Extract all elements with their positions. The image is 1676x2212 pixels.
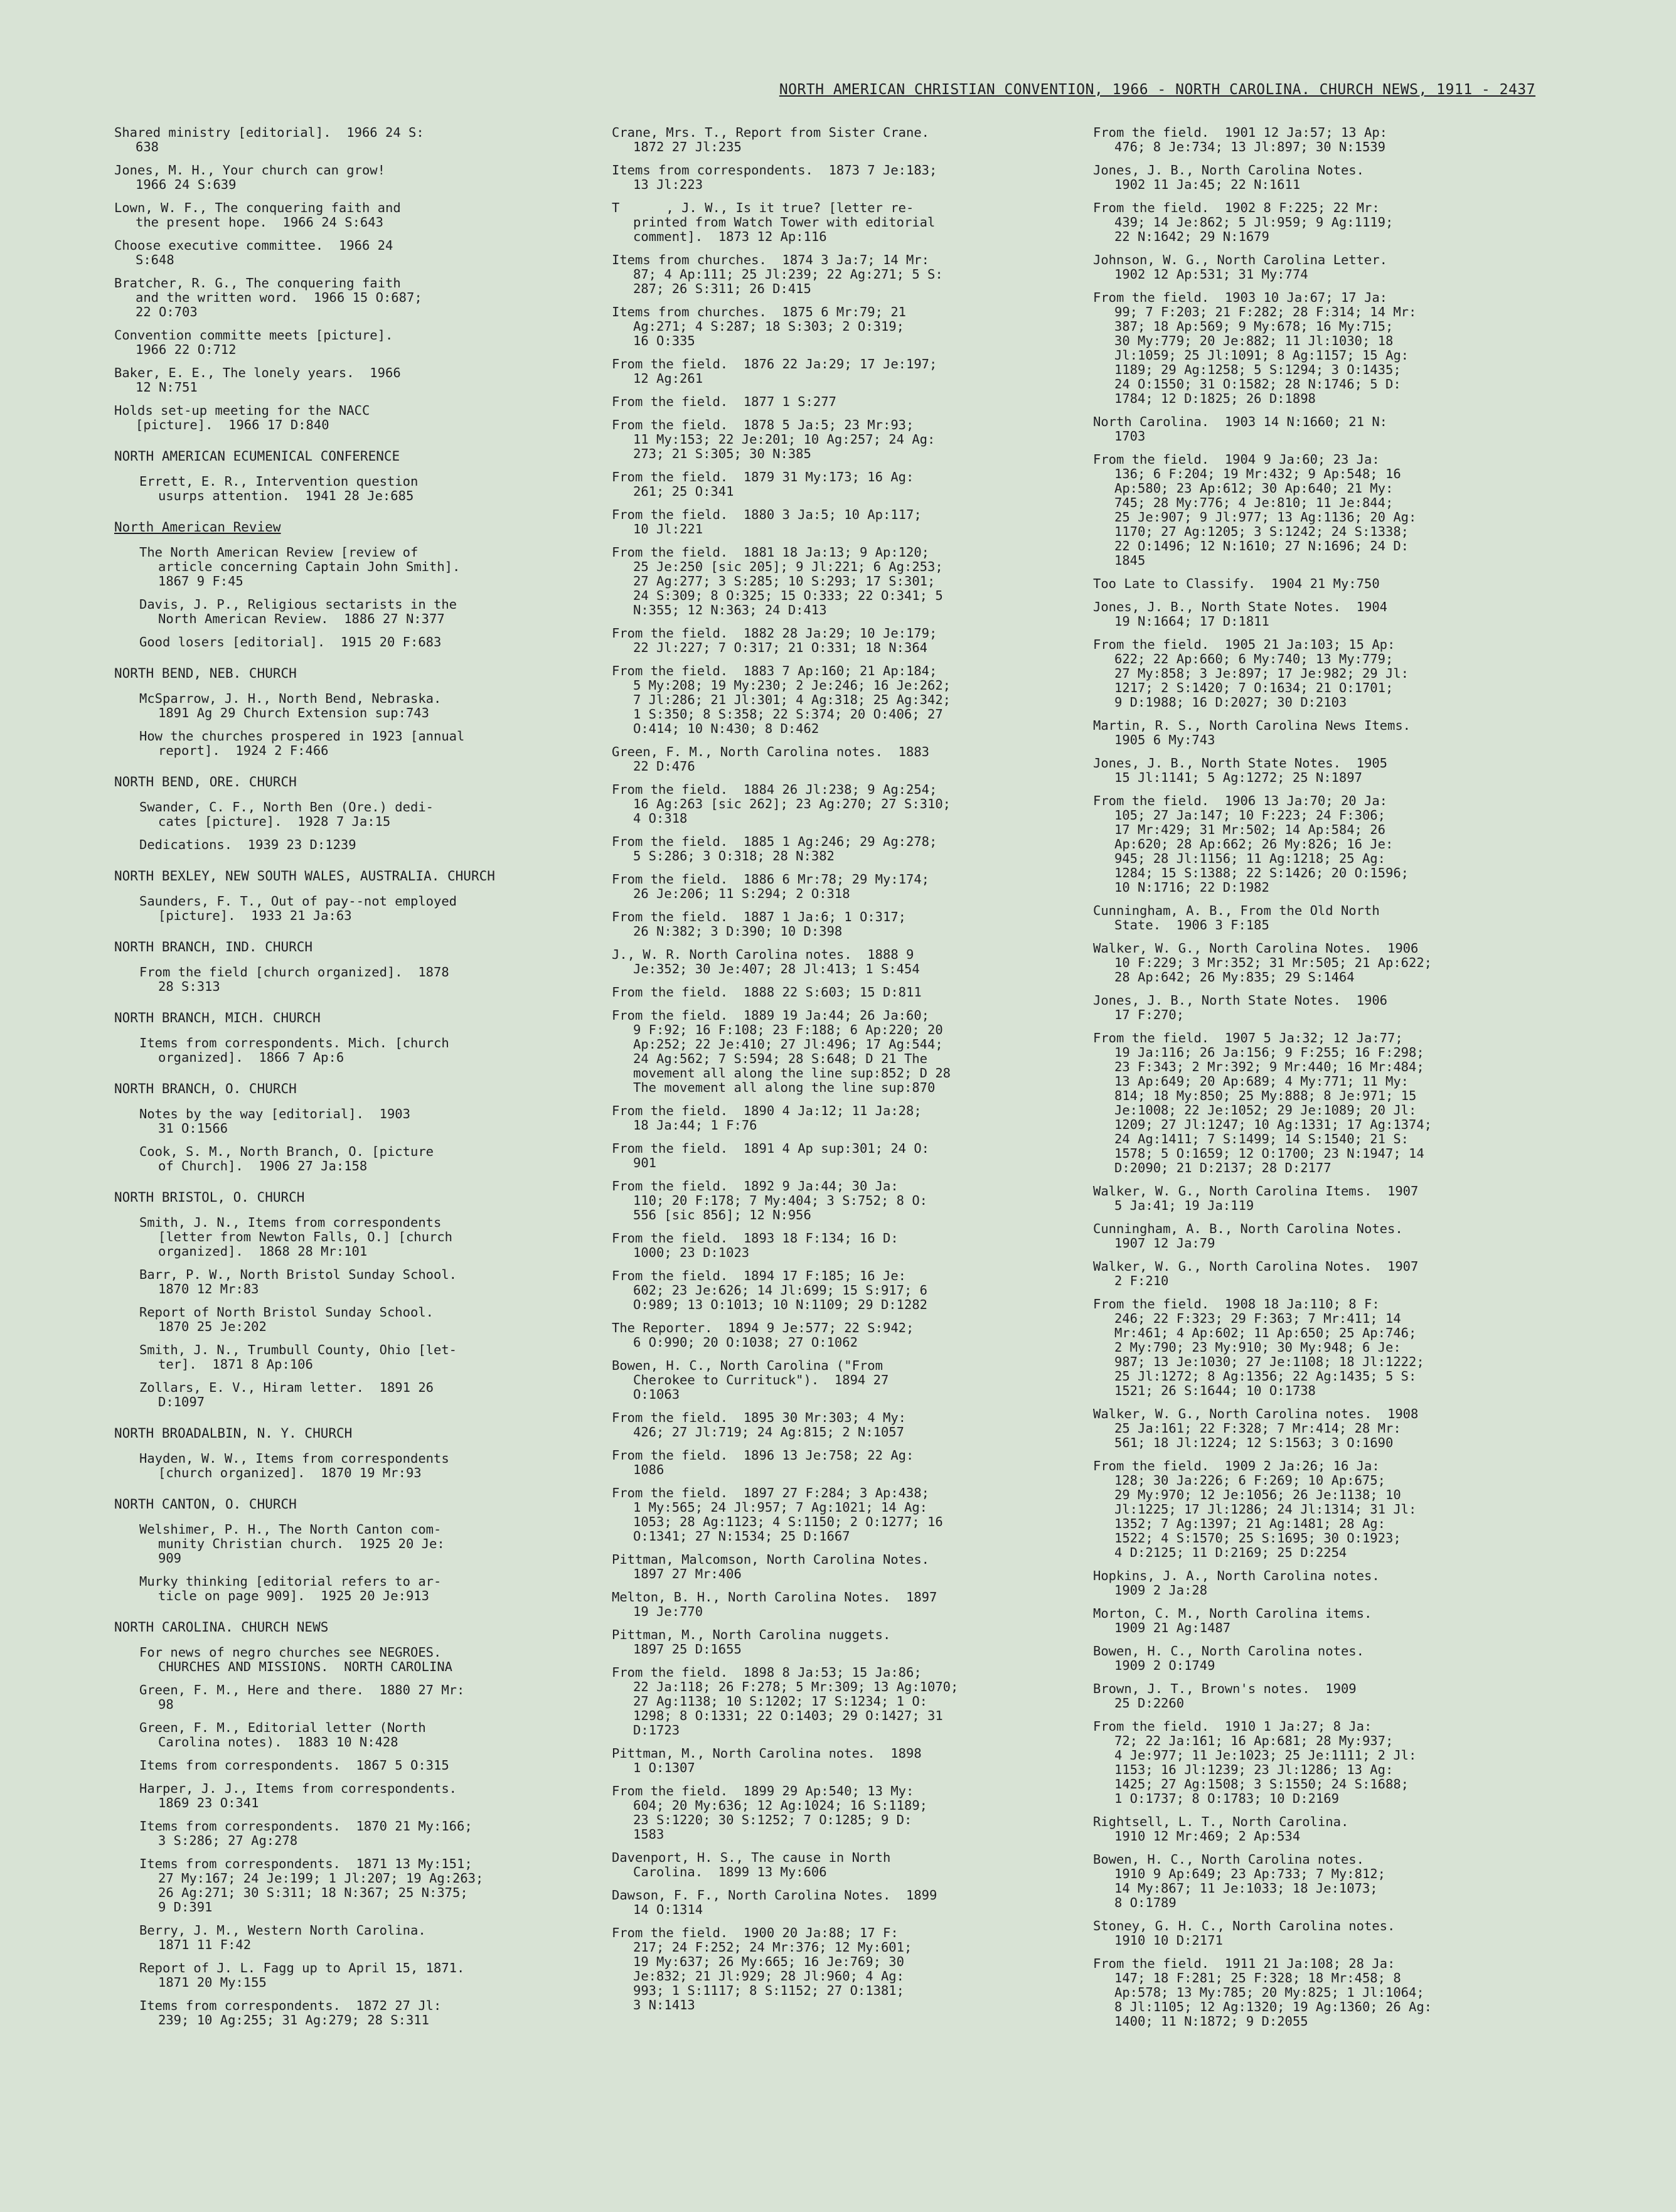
index-entry: Brown, J. T., Brown's notes. 1909 25 D:2260: [1093, 1681, 1357, 1711]
index-heading: NORTH BRANCH, MICH. CHURCH: [114, 1010, 321, 1025]
index-entry: From the field. 1896 13 Je:758; 22 Ag: 1086: [612, 1448, 914, 1477]
index-column-2: [612, 126, 1045, 2021]
index-entry: From the field. 1891 4 Ap sup:301; 24 O: 901: [612, 1141, 930, 1170]
index-entry: Melton, B. H., North Carolina Notes. 1897 19 Je:770: [612, 1590, 937, 1619]
index-group: [114, 965, 541, 994]
index-entry: Convention committe meets [picture]. 1966 22 O:712: [114, 328, 393, 357]
index-entry: Bowen, H. C., North Carolina notes. 1909 2 O:1749: [1093, 1643, 1364, 1673]
index-entry: Dedications. 1939 23 D:1239: [139, 837, 356, 852]
index-entry: From the field. 1895 30 Mr:303; 4 My: 426; 27 Jl:719; 24 Ag:815; 2 N:1057: [612, 1410, 906, 1440]
index-heading: NORTH AMERICAN ECUMENICAL CONFERENCE: [114, 449, 400, 464]
index-group: [114, 545, 541, 649]
index-entry: Jones, J. B., North Carolina Notes. 1902 11 Ja:45; 22 N:1611: [1093, 163, 1364, 192]
index-entry: Cook, S. M., North Branch, O. [picture of Church]. 1906 27 Ja:158: [139, 1144, 434, 1173]
index-entry: Bratcher, R. G., The conquering faith and the written word. 1966 15 O:687; 22 O:703: [114, 275, 422, 319]
index-entry: The North American Review [review of article concerning Captain John Smith]. 1867 9 F:45: [139, 545, 461, 589]
index-entry: Green, F. M., Here and there. 1880 27 Mr: 98: [139, 1682, 465, 1712]
index-group: [114, 1107, 541, 1173]
index-entry: Rightsell, L. T., North Carolina. 1910 12 Mr:469; 2 Ap:534: [1093, 1814, 1349, 1844]
index-entry: Items from correspondents. 1870 21 My:166; 3 S:286; 27 Ag:278: [139, 1819, 472, 1848]
index-entry: Items from correspondents. Mich. [church organized]. 1866 7 Ap:6: [139, 1035, 449, 1065]
index-entry: Pittman, M., North Carolina nuggets. 1897 25 D:1655: [612, 1627, 891, 1657]
index-entry: Walker, W. G., North Carolina Notes. 1907 2 F:210: [1093, 1259, 1419, 1288]
index-entry: From the field. 1883 7 Ap:160; 21 Ap:184; 5 My:208; 19 My:230; 2 Je:246; 16 Je:262; 7 Jl:286; 21 Jl:301; 4 Ag:318; 25 Ag:342; 1 S:350; 8 S:358; 22 S:374; 20 O:406; 27 O:414; 10 N:430; 8 D:462: [612, 663, 951, 736]
index-entry: Notes by the way [editorial]. 1903 31 O:1566: [139, 1106, 410, 1136]
index-heading: NORTH BEXLEY, NEW SOUTH WALES, AUSTRALIA. CHURCH: [114, 868, 495, 884]
index-entry: Hopkins, J. A., North Carolina notes. 1909 2 Ja:28: [1093, 1568, 1380, 1598]
index-entry: Good losers [editorial]. 1915 20 F:683: [139, 634, 442, 649]
index-entry: How the churches prospered in 1923 [annual report]. 1924 2 F:466: [139, 729, 465, 758]
index-entry: From the field [church organized]. 1878 28 S:313: [139, 964, 449, 994]
index-entry: Welshimer, P. H., The North Canton com- munity Christian church. 1925 20 Je: 909: [139, 1522, 445, 1566]
index-entry: From the field. 1909 2 Ja:26; 16 Ja: 128; 30 Ja:226; 6 F:269; 10 Ap:675; 29 My:970; 12 Je:1056; 26 Je:1138; 10 Jl:1225; 17 Jl:1286; 24 Jl:1314; 31 Jl: 1352; 7 Ag:1397; 21 Ag:1481; 28 Ag: 1522; 4 S:1570; 25 S:1695; 30 O:1923; 4 D:2125; 11 D:2169; 25 D:2254: [1093, 1458, 1417, 1560]
index-entry: Items from correspondents. 1872 27 Jl: 239; 10 Ag:255; 31 Ag:279; 28 S:311: [139, 1998, 442, 2028]
index-heading: NORTH CANTON, O. CHURCH: [114, 1497, 297, 1512]
index-entry: Jones, M. H., Your church can grow! 1966 24 S:639: [114, 163, 385, 192]
index-entry: From the field. 1880 3 Ja:5; 10 Ap:117; 10 Jl:221: [612, 507, 922, 537]
index-entry: Stoney, G. H. C., North Carolina notes. 1910 10 D:2171: [1093, 1918, 1396, 1948]
index-entry: From the field. 1881 18 Ja:13; 9 Ap:120; 25 Je:250 [sic 205]; 9 Jl:221; 6 Ag:253; 27 Ag:277; 3 S:285; 10 S:293; 17 S:301; 24 S:309; 8 O:325; 15 O:333; 22 O:341; 5 N:355; 12 N:363; 24 D:413: [612, 545, 943, 617]
index-entry: From the field. 1893 18 F:134; 16 D: 1000; 23 D:1023: [612, 1231, 899, 1260]
index-group: [114, 1216, 541, 1409]
index-entry: Davenport, H. S., The cause in North Carolina. 1899 13 My:606: [612, 1850, 891, 1879]
index-entry: Cunningham, A. B., North Carolina Notes. 1907 12 Ja:79: [1093, 1221, 1403, 1251]
index-entry: From the field. 1910 1 Ja:27; 8 Ja: 72; 22 Ja:161; 16 Ap:681; 28 My:937; 4 Je:977; 11 Je:1023; 25 Je:1111; 2 Jl: 1153; 16 Jl:1239; 23 Jl:1286; 13 Ag: 1425; 27 Ag:1508; 3 S:1550; 24 S:1688; 1 O:1737; 8 O:1783; 10 D:2169: [1093, 1719, 1417, 1806]
index-entry: Walker, W. G., North Carolina Items. 1907 5 Ja:41; 19 Ja:119: [1093, 1183, 1419, 1213]
index-group: [114, 474, 541, 503]
index-entry: From the field. 1892 9 Ja:44; 30 Ja: 110; 20 F:178; 7 My:404; 3 S:752; 8 O: 556 [sic 856]; 12 N:956: [612, 1178, 927, 1222]
index-entry: Items from correspondents. 1867 5 O:315: [139, 1758, 449, 1773]
index-heading: NORTH BRISTOL, O. CHURCH: [114, 1190, 305, 1205]
index-entry: Items from churches. 1874 3 Ja:7; 14 Mr: 87; 4 Ap:111; 25 Jl:239; 22 Ag:271; 5 S: 287; 26 S:311; 26 D:415: [612, 252, 943, 296]
index-entry: Jones, J. B., North State Notes. 1906 17 F:270;: [1093, 993, 1387, 1022]
index-entry: Walker, W. G., North Carolina notes. 1908 25 Ja:161; 22 F:328; 7 Mr:414; 28 Mr: 561; 18 Jl:1224; 12 S:1563; 3 O:1690: [1093, 1406, 1419, 1450]
index-entry: Dawson, F. F., North Carolina Notes. 1899 14 O:1314: [612, 1888, 937, 1917]
index-column-1: [114, 126, 541, 2036]
index-entry: Errett, E. R., Intervention question usurps attention. 1941 28 Je:685: [139, 474, 419, 503]
index-entry: Report of North Bristol Sunday School. 1870 25 Je:202: [139, 1305, 434, 1334]
index-entry: McSparrow, J. H., North Bend, Nebraska. 1891 Ag 29 Church Extension sup:743: [139, 691, 442, 720]
index-entry: Green, F. M., North Carolina notes. 1883 22 D:476: [612, 744, 930, 774]
index-entry: From the field. 1876 22 Ja:29; 17 Je:197; 12 Ag:261: [612, 356, 937, 386]
index-entry: Items from correspondents. 1873 7 Je:183; 13 Jl:223: [612, 163, 937, 192]
index-entry: Martin, R. S., North Carolina News Items. 1905 6 My:743: [1093, 718, 1411, 747]
index-entry: From the field. 1879 31 My:173; 16 Ag: 261; 25 O:341: [612, 469, 914, 499]
index-entry: J., W. R. North Carolina notes. 1888 9 Je:352; 30 Je:407; 28 Jl:413; 1 S:454: [612, 947, 920, 976]
index-column-3: [1093, 126, 1532, 2038]
index-entry: Report of J. L. Fagg up to April 15, 1871. 1871 20 My:155: [139, 1960, 465, 1990]
index-entry: Jones, J. B., North State Notes. 1904 19 N:1664; 17 D:1811: [1093, 599, 1387, 629]
index-entry: Harper, J. J., Items from correspondents. 1869 23 O:341: [139, 1781, 457, 1810]
index-entry: Berry, J. M., Western North Carolina. 1871 11 F:42: [139, 1923, 426, 1952]
index-entry: Choose executive committee. 1966 24 S:648: [114, 238, 393, 267]
index-entry: From the field. 1878 5 Ja:5; 23 Mr:93; 11 My:153; 22 Je:201; 10 Ag:257; 24 Ag: 273; 21 S:305; 30 N:385: [612, 417, 936, 461]
index-entry: From the field. 1904 9 Ja:60; 23 Ja: 136; 6 F:204; 19 Mr:432; 9 Ap:548; 16 Ap:580; 23 Ap:612; 30 Ap:640; 21 My: 745; 28 My:776; 4 Je:810; 11 Je:844; 25 Je:907; 9 Jl:977; 13 Ag:1136; 20 Ag: 1170; 27 Ag:1205; 3 S:1242; 24 S:1338; 22 O:1496; 12 N:1610; 27 N:1696; 24 D: 1845: [1093, 452, 1417, 568]
page-header: NORTH AMERICAN CHRISTIAN CONVENTION, 1966 - NORTH CAROLINA. CHURCH NEWS, 1911 - 2437: [779, 82, 1535, 98]
index-entry: From the field. 1905 21 Ja:103; 15 Ap: 622; 22 Ap:660; 6 My:740; 13 My:779; 27 My:858; 3 Je:897; 17 Je:982; 29 Jl: 1217; 2 S:1420; 7 O:1634; 21 O:1701; 9 D:1988; 16 D:2027; 30 D:2103: [1093, 637, 1409, 710]
index-entry: From the field. 1886 6 Mr:78; 29 My:174; 26 Je:206; 11 S:294; 2 O:318: [612, 872, 930, 901]
index-entry: From the field. 1903 10 Ja:67; 17 Ja: 99; 7 F:203; 21 F:282; 28 F:314; 14 Mr: 387; 18 Ap:569; 9 My:678; 16 My:715; 30 My:779; 20 Je:882; 11 Jl:1030; 18 Jl:1059; 25 Jl:1091; 8 Ag:1157; 15 Ag: 1189; 29 Ag:1258; 5 S:1294; 3 O:1435; 24 O:1550; 31 O:1582; 28 N:1746; 5 D: 1784; 12 D:1825; 26 D:1898: [1093, 290, 1417, 406]
index-heading: NORTH BRANCH, IND. CHURCH: [114, 939, 313, 954]
index-heading: NORTH BROADALBIN, N. Y. CHURCH: [114, 1426, 353, 1441]
index-entry: Pittman, Malcomson, North Carolina Notes. 1897 27 Mr:406: [612, 1552, 930, 1581]
index-entry: Bowen, H. C., North Carolina ("From Cherokee to Currituck"). 1894 27 O:1063: [612, 1358, 889, 1402]
index-entry: Hayden, W. W., Items from correspondents [church organized]. 1870 19 Mr:93: [139, 1451, 449, 1480]
index-entry: Too Late to Classify. 1904 21 My:750: [1093, 576, 1380, 591]
index-group: [114, 1036, 541, 1065]
index-entry: Zollars, E. V., Hiram letter. 1891 26 D:1097: [139, 1380, 434, 1409]
index-entry: Morton, C. M., North Carolina items. 1909 21 Ag:1487: [1093, 1606, 1372, 1635]
index-entry: From the field. 1894 17 F:185; 16 Je: 602; 23 Je:626; 14 Jl:699; 15 S:917; 6 O:989; 13 O:1013; 10 N:1109; 29 D:1282: [612, 1268, 927, 1312]
index-entry: Pittman, M., North Carolina notes. 1898 1 O:1307: [612, 1746, 922, 1775]
index-entry: Bowen, H. C., North Carolina notes. 1910 9 Ap:649; 23 Ap:733; 7 My:812; 14 My:867; 11 Je:1033; 18 Je:1073; 8 O:1789: [1093, 1852, 1385, 1910]
index-entry: From the field. 1906 13 Ja:70; 20 Ja: 105; 27 Ja:147; 10 F:223; 24 F:306; 17 Mr:429; 31 Mr:502; 14 Ap:584; 26 Ap:620; 28 Ap:662; 26 My:826; 16 Je: 945; 28 Jl:1156; 11 Ag:1218; 25 Ag: 1284; 15 S:1388; 22 S:1426; 20 O:1596; 10 N:1716; 22 D:1982: [1093, 793, 1409, 895]
index-heading: NORTH BEND, ORE. CHURCH: [114, 774, 297, 789]
index-entry: From the field. 1890 4 Ja:12; 11 Ja:28; 18 Ja:44; 1 F:76: [612, 1103, 922, 1133]
index-entry: Johnson, W. G., North Carolina Letter. 1902 12 Ap:531; 31 My:774: [1093, 252, 1387, 282]
index-entry: From the field. 1907 5 Ja:32; 12 Ja:77; 19 Ja:116; 26 Ja:156; 9 F:255; 16 F:298; 23 F:343; 2 Mr:392; 9 Mr:440; 16 Mr:484; 13 Ap:649; 20 Ap:689; 4 My:771; 11 My: 814; 18 My:850; 25 My:888; 8 Je:971; 15 Je:1008; 22 Je:1052; 29 Je:1089; 20 Jl: 1209; 27 Jl:1247; 10 Ag:1331; 17 Ag:1374; 24 Ag:1411; 7 S:1499; 14 S:1540; 21 S: 1578; 5 O:1659; 12 O:1700; 23 N:1947; 14 D:2090; 21 D:2137; 28 D:2177: [1093, 1030, 1433, 1175]
index-entry: From the field. 1902 8 F:225; 22 Mr: 439; 14 Je:862; 5 Jl:959; 9 Ag:1119; 22 N:1642; 29 N:1679: [1093, 200, 1394, 244]
index-group: [114, 1645, 541, 2028]
index-entry: From the field. 1911 21 Ja:108; 28 Ja: 147; 18 F:281; 25 F:328; 18 Mr:458; 8 Ap:578; 13 My:785; 20 My:825; 1 Jl:1064; 8 Jl:1105; 12 Ag:1320; 19 Ag:1360; 26 Ag: 1400; 11 N:1872; 9 D:2055: [1093, 1956, 1433, 2029]
index-entry: Crane, Mrs. T., Report from Sister Crane. 1872 27 Jl:235: [612, 125, 930, 154]
index-entry: From the field. 1882 28 Ja:29; 10 Je:179; 22 Jl:227; 7 O:317; 21 O:331; 18 N:364: [612, 626, 937, 655]
index-entry: For news of negro churches see NEGROES. CHURCHES AND MISSIONS. NORTH CAROLINA: [139, 1645, 452, 1674]
index-entry: Items from correspondents. 1871 13 My:151; 27 My:167; 24 Je:199; 1 Jl:207; 19 Ag:263; 26 Ag:271; 30 S:311; 18 N:367; 25 N:375; 9 D:391: [139, 1856, 484, 1915]
index-entry: Jones, J. B., North State Notes. 1905 15 Jl:1141; 5 Ag:1272; 25 N:1897: [1093, 756, 1387, 785]
index-group: [114, 692, 541, 758]
index-entry: From the field. 1901 12 Ja:57; 13 Ap: 476; 8 Je:734; 13 Jl:897; 30 N:1539: [1093, 125, 1387, 154]
index-entry: Shared ministry [editorial]. 1966 24 S: 638: [114, 125, 424, 154]
index-entry: From the field. 1877 1 S:277: [612, 394, 836, 409]
index-entry: Smith, J. N., Items from correspondents [letter from Newton Falls, O.] [church organized]. 1868 28 Mr:101: [139, 1215, 452, 1259]
index-entry: Items from churches. 1875 6 Mr:79; 21 Ag:271; 4 S:287; 18 S:303; 2 O:319; 16 O:335: [612, 304, 906, 348]
index-entry: From the field. 1884 26 Jl:238; 9 Ag:254; 16 Ag:263 [sic 262]; 23 Ag:270; 27 S:310; 4 O:318: [612, 782, 951, 826]
index-entry: From the field. 1888 22 S:603; 15 D:811: [612, 985, 922, 1000]
index-entry: From the field. 1897 27 F:284; 3 Ap:438; 1 My:565; 24 Jl:957; 7 Ag:1021; 14 Ag: 1053; 28 Ag:1123; 4 S:1150; 2 O:1277; 16 O:1341; 27 N:1534; 25 D:1667: [612, 1485, 943, 1544]
index-entry: Saunders, F. T., Out of pay--not employed [picture]. 1933 21 Ja:63: [139, 894, 457, 923]
index-entry: North Carolina. 1903 14 N:1660; 21 N: 1703: [1093, 414, 1387, 444]
index-entry: Lown, W. F., The conquering faith and the present hope. 1966 24 S:643: [114, 200, 401, 230]
index-entry: Baker, E. E., The lonely years. 1966 12 N:751: [114, 365, 401, 395]
index-group: [114, 1451, 541, 1480]
index-heading: NORTH BEND, NEB. CHURCH: [114, 666, 297, 681]
index-entry: Holds set-up meeting for the NACC [picture]. 1966 17 D:840: [114, 403, 370, 432]
index-entry: Walker, W. G., North Carolina Notes. 1906 10 F:229; 3 Mr:352; 31 Mr:505; 21 Ap:622; 28 Ap:642; 26 My:835; 29 S:1464: [1093, 941, 1433, 985]
index-entry: Cunningham, A. B., From the Old North State. 1906 3 F:185: [1093, 903, 1380, 932]
index-entry: From the field. 1887 1 Ja:6; 1 O:317; 26 N:382; 3 D:390; 10 D:398: [612, 909, 906, 939]
index-heading: NORTH BRANCH, O. CHURCH: [114, 1081, 297, 1096]
index-entry: From the field. 1899 29 Ap:540; 13 My: 604; 20 My:636; 12 Ag:1024; 16 S:1189; 23 S:1220; 30 S:1252; 7 O:1285; 9 D: 1583: [612, 1783, 927, 1842]
index-entry: Barr, P. W., North Bristol Sunday School. 1870 12 Mr:83: [139, 1267, 457, 1296]
index-entry: From the field. 1900 20 Ja:88; 17 F: 217; 24 F:252; 24 Mr:376; 12 My:601; 19 My:637; 26 My:665; 16 Je:769; 30 Je:832; 21 Jl:929; 28 Jl:960; 4 Ag: 993; 1 S:1117; 8 S:1152; 27 O:1381; 3 N:1413: [612, 1925, 912, 2012]
index-group: [114, 1522, 541, 1603]
index-entry: The Reporter. 1894 9 Je:577; 22 S:942; 6 O:990; 20 O:1038; 27 O:1062: [612, 1320, 914, 1350]
index-entry: Murky thinking [editorial refers to ar- ticle on page 909]. 1925 20 Je:913: [139, 1574, 442, 1603]
index-entry: T , J. W., Is it true? [letter re- printed from Watch Tower with editorial comment]. 1873 12 Ap:116: [612, 200, 936, 244]
index-entry: Davis, J. P., Religious sectarists in the North American Review. 1886 27 N:377: [139, 597, 457, 626]
index-group: [114, 800, 541, 852]
index-heading: North American Review: [114, 520, 281, 535]
index-heading: NORTH CAROLINA. CHURCH NEWS: [114, 1620, 329, 1635]
index-entry: Green, F. M., Editorial letter (North Carolina notes). 1883 10 N:428: [139, 1720, 426, 1750]
index-entry: From the field. 1908 18 Ja:110; 8 F: 246; 22 F:323; 29 F:363; 7 Mr:411; 14 Mr:461; 4 Ap:602; 11 Ap:650; 25 Ap:746; 2 My:790; 23 My:910; 30 My:948; 6 Je: 987; 13 Je:1030; 27 Je:1108; 18 Jl:1222; 25 Jl:1272; 8 Ag:1356; 22 Ag:1435; 5 S: 1521; 26 S:1644; 10 O:1738: [1093, 1296, 1424, 1398]
index-entry: From the field. 1898 8 Ja:53; 15 Ja:86; 22 Ja:118; 26 F:278; 5 Mr:309; 13 Ag:1070; 27 Ag:1138; 10 S:1202; 17 S:1234; 1 O: 1298; 8 O:1331; 22 O:1403; 29 O:1427; 31 D:1723: [612, 1665, 959, 1738]
index-entry: From the field. 1885 1 Ag:246; 29 Ag:278; 5 S:286; 3 O:318; 28 N:382: [612, 834, 937, 863]
index-entry: Smith, J. N., Trumbull County, Ohio [let- ter]. 1871 8 Ap:106: [139, 1342, 457, 1372]
index-entry: Swander, C. F., North Ben (Ore.) dedi- cates [picture]. 1928 7 Ja:15: [139, 799, 434, 829]
index-group: [114, 894, 541, 923]
index-entry: From the field. 1889 19 Ja:44; 26 Ja:60; 9 F:92; 16 F:108; 23 F:188; 6 Ap:220; 20 Ap:252; 22 Je:410; 27 Jl:496; 17 Ag:544; 24 Ag:562; 7 S:594; 28 S:648; D 21 The movement all along the line sup:852; D 28 The movement all along the line sup:870: [612, 1008, 951, 1095]
